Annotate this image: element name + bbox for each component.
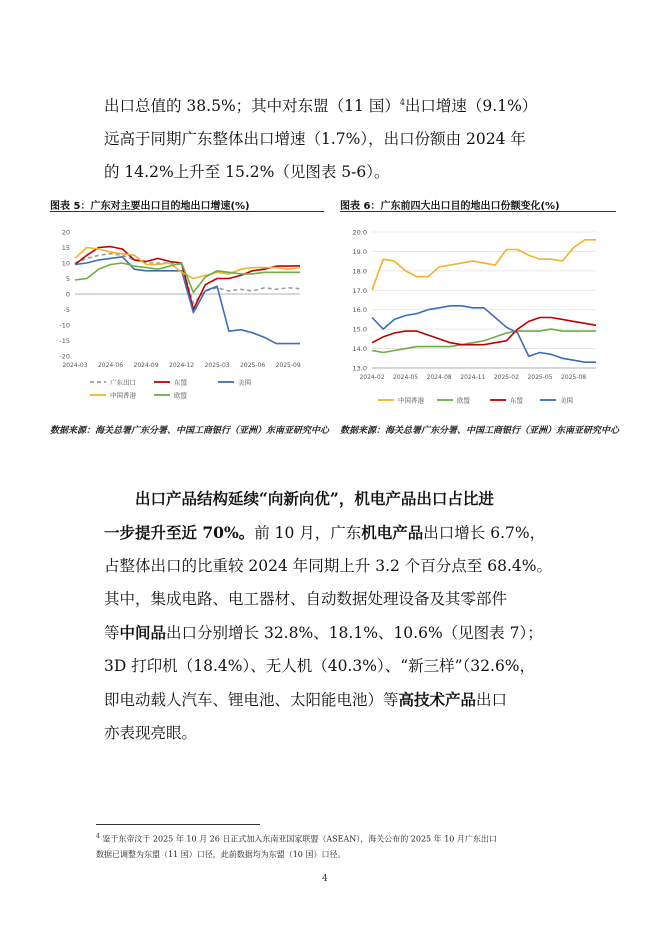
intro-line-1: 出口总值的 38.5%；其中对东盟（11 国）$^4$出口增速（9.1%） — [104, 97, 538, 116]
figure5-y-tick-label: 5 — [65, 275, 70, 283]
figure5-legend-label: 美国 — [238, 378, 251, 387]
figure6-series-3 — [372, 306, 596, 362]
figure5-series-3 — [75, 248, 300, 279]
body-line-7: 即电动载人汽车、锂电池、太阳能电池）等高技术产品出口 — [104, 690, 508, 709]
figure6-legend-label: 欧盟 — [457, 396, 470, 405]
body-line-8: 亦表现亮眼。 — [104, 724, 198, 742]
figure6-y-tick-label: 19.0 — [352, 247, 367, 256]
figure6-chart — [340, 216, 616, 416]
figure6-y-tick-label: 20.0 — [352, 228, 367, 237]
figure6-y-tick-label: 18.0 — [352, 267, 367, 276]
body-paragraph — [104, 482, 564, 750]
figure5-x-tick-label: 2024-06 — [97, 362, 124, 369]
figure5-x-tick-label: 2024-03 — [62, 362, 88, 369]
figure5-x-tick-label: 2025-09 — [275, 362, 301, 369]
figure6-y-tick-label: 14.0 — [352, 345, 367, 354]
figure5-y-tick-label: 0 — [65, 290, 70, 299]
figure5-x-tick-label: 2024-12 — [169, 362, 195, 369]
footnote — [96, 829, 566, 862]
figure5-legend-label: 东盟 — [174, 378, 187, 387]
footnote-ref[interactable]: 4 — [399, 98, 405, 107]
figure6-title-rule — [340, 211, 616, 212]
figure6-y-tick-label: 17.0 — [352, 286, 367, 295]
figure6-y-tick-label: 15.0 — [352, 325, 367, 334]
figure6-legend-label: 美国 — [560, 396, 573, 405]
figure6-title: 图表 6：广东前四大出口目的地出口份额变化(%) — [340, 201, 560, 212]
body-line-2: 一步提升至近 70%。前 10 月，广东机电产品出口增长 6.7%， — [104, 523, 546, 542]
figure6-x-tick-label: 2024-05 — [393, 374, 419, 381]
figure6-x-tick-label: 2025-05 — [527, 374, 553, 381]
figure6-series-0 — [372, 240, 596, 290]
footnote-line-2: 数据已调整为东盟（11 国）口径，此前数据均为东盟（10 国）口径。 — [96, 849, 346, 859]
body-line-5: 等中间品出口分别增长 32.8%、18.1%、10.6%（见图表 7）； — [104, 623, 543, 642]
figure5-x-tick-label: 2025-03 — [204, 362, 230, 369]
figure5-y-tick-label: 15 — [61, 244, 70, 252]
figure5-legend-label: 广东出口 — [110, 378, 136, 387]
footnote-line-1: $^4$ 鉴于东帝汶于 2025 年 10 月 26 日正式加入东南亚国家联盟（ASEAN），海关公布的 2025 年 10 月广东出口 — [96, 833, 497, 844]
body-line-3: 占整体出口的比重较 2024 年同期上升 3.2 个百分点至 68.4%。 — [104, 557, 552, 575]
figure6-x-tick-label: 2024-08 — [426, 374, 452, 381]
figure5-title: 图表 5：广东对主要出口目的地出口增速(%) — [50, 201, 250, 212]
figure5-y-tick-label: -10 — [59, 321, 70, 330]
figure5-y-tick-label: 10 — [61, 259, 70, 268]
figure5-y-tick-label: -20 — [59, 352, 70, 361]
figure5-y-tick-label: -15 — [59, 337, 70, 345]
figure5-title-rule — [50, 211, 324, 212]
figure6-legend-label: 中国香港 — [398, 396, 424, 405]
figure5-x-tick-label: 2025-06 — [240, 362, 266, 369]
figure5-legend-label: 中国香港 — [110, 391, 136, 400]
intro-paragraph — [104, 86, 564, 189]
figure6-x-tick-label: 2024-02 — [359, 374, 385, 381]
page-number: 4 — [322, 874, 328, 884]
figure5-legend-label: 欧盟 — [174, 391, 187, 400]
figure6-x-tick-label: 2025-08 — [561, 374, 587, 381]
figure5-chart — [48, 216, 326, 416]
figure5-source: 数据来源：海关总署广东分署、中国工商银行（亚洲）东南亚研究中心 — [50, 426, 330, 436]
intro-line-3: 的 14.2%上升至 15.2%（见图表 5-6）。 — [104, 163, 390, 182]
figure6-y-tick-label: 16.0 — [352, 306, 367, 315]
figure5-y-tick-label: 20 — [61, 228, 70, 237]
figure5-x-tick-label: 2024-09 — [133, 362, 159, 369]
body-line-1: 出口产品结构延续“向新向优”，机电产品出口占比进 — [135, 489, 494, 508]
figure5-y-tick-label: -5 — [63, 306, 70, 314]
body-line-4: 其中，集成电路、电工器材、自动数据处理设备及其零部件 — [104, 590, 508, 608]
body-line-6: 3D 打印机（18.4%）、无人机（40.3%）、“新三样”（32.6%， — [104, 657, 536, 675]
figure5-series-2 — [75, 257, 300, 344]
footnote-rule — [96, 824, 260, 825]
figure6-series-1 — [372, 329, 596, 352]
intro-line-2: 远高于同期广东整体出口增速（1.7%），出口份额由 2024 年 — [104, 130, 526, 149]
figure6-x-tick-label: 2025-02 — [493, 374, 519, 381]
figure6-legend-label: 东盟 — [510, 396, 523, 405]
figure6-x-tick-label: 2024-11 — [460, 374, 486, 381]
figure6-y-tick-label: 13.0 — [352, 364, 367, 373]
figure6-source: 数据来源：海关总署广东分署、中国工商银行（亚洲）东南亚研究中心 — [340, 426, 620, 436]
